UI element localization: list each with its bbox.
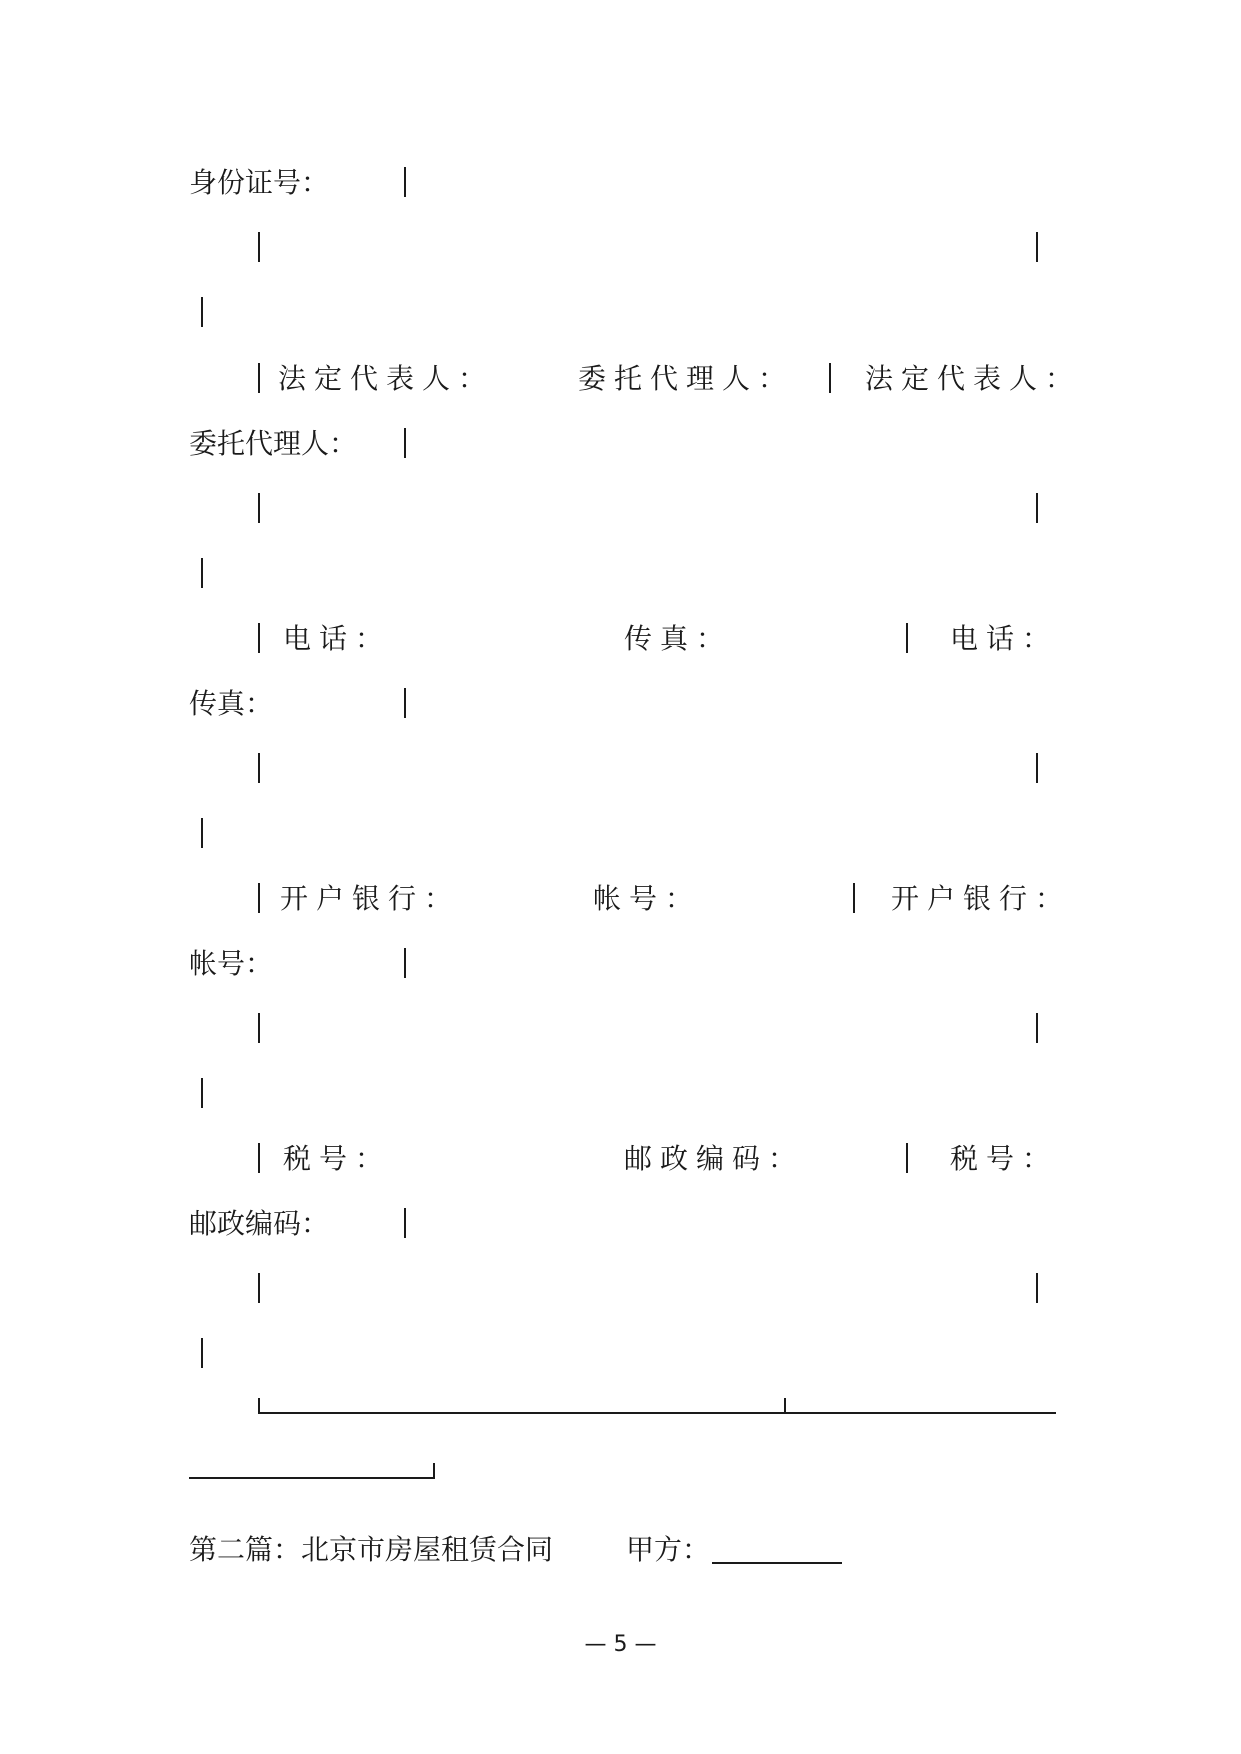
table-border	[201, 1338, 203, 1368]
account-label-party-a: 帐号：	[593, 882, 702, 915]
agent-label-party-a: 委托代理人：	[578, 362, 795, 395]
party-a-label: 甲方：	[626, 1533, 711, 1566]
table-border	[404, 1208, 406, 1238]
table-border	[258, 883, 260, 913]
account-label-party-b: 帐号：	[189, 947, 274, 980]
table-border	[1036, 232, 1038, 262]
bank-label-party-a: 开户银行：	[280, 882, 461, 915]
tax-id-label-party-a: 税号：	[283, 1142, 392, 1175]
table-border	[404, 948, 406, 978]
agent-label-party-b: 委托代理人：	[189, 427, 358, 460]
table-border	[258, 623, 260, 653]
table-border	[258, 1412, 1056, 1414]
table-border	[433, 1463, 435, 1479]
table-border	[258, 493, 260, 523]
table-border	[258, 1273, 260, 1303]
table-border	[258, 1013, 260, 1043]
table-border	[258, 753, 260, 783]
table-border	[258, 1143, 260, 1173]
table-border	[1036, 493, 1038, 523]
page-number: — 5 —	[584, 1632, 657, 1657]
postcode-label-party-b: 邮政编码：	[189, 1207, 330, 1240]
table-border	[1036, 1013, 1038, 1043]
table-border	[853, 883, 855, 913]
table-border	[1036, 1273, 1038, 1303]
table-border	[829, 363, 831, 393]
bank-label-party-b: 开户银行：	[891, 882, 1072, 915]
table-border	[189, 1477, 435, 1479]
fax-label-party-a: 传真：	[624, 622, 733, 655]
party-a-blank-line	[712, 1562, 842, 1564]
table-border	[784, 1398, 786, 1414]
table-border	[201, 818, 203, 848]
id-number-label: 身份证号：	[189, 166, 330, 199]
section-title: 第二篇：北京市房屋租赁合同	[189, 1533, 554, 1566]
table-border	[404, 688, 406, 718]
phone-label-party-a: 电话：	[283, 622, 392, 655]
table-border	[258, 232, 260, 262]
table-border	[404, 428, 406, 458]
table-border	[258, 363, 260, 393]
table-border	[201, 1078, 203, 1108]
legal-rep-label-party-a: 法定代表人：	[278, 362, 495, 395]
table-border	[201, 558, 203, 588]
table-border	[404, 167, 406, 197]
table-border	[906, 1143, 908, 1173]
fax-label-party-b: 传真：	[189, 687, 274, 720]
table-border	[201, 297, 203, 327]
tax-id-label-party-b: 税号：	[950, 1142, 1059, 1175]
postcode-label-party-a: 邮政编码：	[624, 1142, 805, 1175]
table-border	[1036, 753, 1038, 783]
table-border	[906, 623, 908, 653]
legal-rep-label-party-b: 法定代表人：	[865, 362, 1082, 395]
phone-label-party-b: 电话：	[950, 622, 1059, 655]
